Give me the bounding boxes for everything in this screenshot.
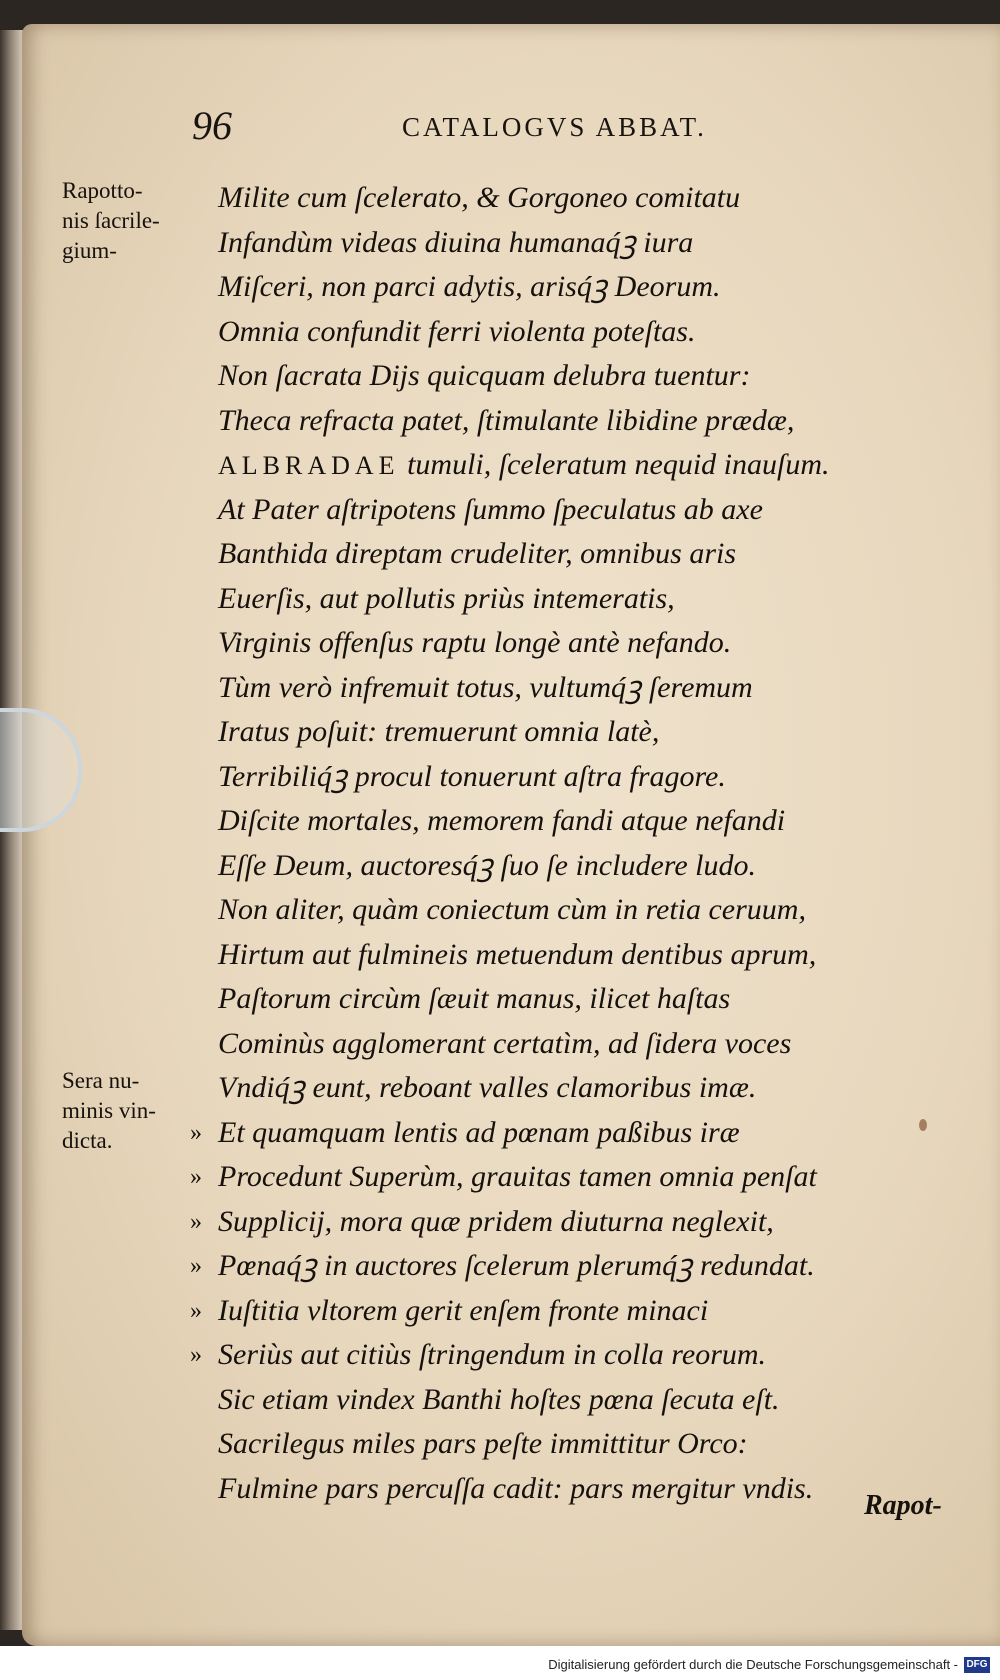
sidenote-line: minis vin- — [62, 1098, 156, 1123]
verse-line: Sacrilegus miles pars peſte immittitur Orco: — [218, 1427, 748, 1460]
verse-line: Iratus poſuit: tremuerunt omnia latè, — [218, 715, 660, 748]
verse-line: Non ſacrata Dijs quicquam delubra tuentur: — [218, 359, 751, 392]
dfg-logo: DFG — [964, 1657, 990, 1673]
verse-line-quoted — [190, 1333, 978, 1378]
verse-line: Diſcite mortales, memorem fandi atque nefandi — [218, 804, 786, 837]
verse-line-text: tumuli, ſceleratum nequid inauſum. — [407, 448, 830, 481]
verse-line: Hirtum aut fulmineis metuendum dentibus aprum, — [218, 937, 817, 971]
sidenote-line: Rapotto- — [62, 178, 143, 203]
verse-line-text: Seriùs aut citiùs ſtringendum in colla reorum. — [218, 1338, 767, 1371]
verse-line: Euerſis, aut pollutis priùs intemeratis, — [218, 581, 675, 615]
verse-line: Milite cum ſcelerato, & Gorgoneo comitatu — [218, 181, 741, 214]
verse-line: Fulmine pars percuſſa cadit: pars mergitur vndis. — [218, 1471, 814, 1505]
verse-line-quoted — [190, 1244, 978, 1289]
sidenote-sera-numinis — [62, 1066, 156, 1156]
albradae-word: ALBRADAE — [218, 451, 400, 480]
verse-line-text: Et quamquam lentis ad pœnam paßibus iræ — [218, 1115, 740, 1149]
verse-line-text: Procedunt Superùm, grauitas tamen omnia penſat — [218, 1160, 817, 1193]
verse-line: Eſſe Deum, auctoresq́ꝫ ſuo ſe includere ludo. — [218, 848, 756, 882]
verse-line: Vndiq́ꝫ eunt, reboant valles clamoribus imæ. — [218, 1071, 757, 1104]
verse-line-text: Supplicij, mora quæ pridem diuturna neglexit, — [218, 1204, 774, 1238]
verse-line: Cominùs agglomerant certatìm, ad ſidera voces — [218, 1026, 792, 1060]
sidenote-line: gium- — [62, 238, 117, 263]
verse-line: Miſceri, non parci adytis, arisq́ꝫ Deorum. — [218, 270, 721, 303]
verse-line: Terribiliq́ꝫ procul tonuerunt aſtra fragore. — [218, 759, 726, 793]
verse-line: Virginis offenſus raptu longè antè nefando. — [218, 626, 732, 659]
verse-line: Infandùm videas diuina humanaq́ꝫ iura — [218, 225, 694, 259]
verse-block — [190, 176, 978, 1511]
verse-line: Sic etiam vindex Banthi hoſtes pœna ſecuta eſt. — [218, 1382, 780, 1416]
verse-line-text: Pœnaq́ꝫ in auctores ſcelerum plerumq́ꝫ redundat. — [218, 1249, 815, 1282]
verse-line-albradae — [218, 443, 978, 488]
verse-line-quoted — [190, 1155, 978, 1200]
footer-bar — [0, 1646, 1000, 1680]
verse-line: Banthida direptam crudeliter, omnibus aris — [218, 537, 737, 570]
quote-mark: » — [190, 1208, 202, 1235]
verse-line: Tùm verò infremuit totus, vultumq́ꝫ ſeremum — [218, 670, 753, 704]
quote-mark: » — [190, 1297, 202, 1324]
verse-line-text: Iuſtitia vltorem gerit enſem fronte minaci — [218, 1293, 709, 1327]
verse-line: At Pater aſtripotens ſummo ſpeculatus ab axe — [218, 492, 763, 526]
quote-mark: » — [190, 1119, 202, 1146]
sidenote-line: dicta. — [62, 1128, 113, 1153]
verse-line-quoted — [190, 1200, 978, 1245]
verse-line: Non aliter, quàm coniectum cùm in retia ceruum, — [218, 893, 806, 926]
running-head — [192, 102, 812, 152]
quote-mark: » — [190, 1253, 202, 1279]
verse-line-quoted — [190, 1111, 978, 1156]
book-page — [22, 24, 1000, 1646]
verse-line: Omnia confundit ferri violenta poteſtas. — [218, 314, 696, 348]
quote-mark: » — [190, 1164, 202, 1190]
verse-line: Paſtorum circùm ſæuit manus, ilicet haſtas — [218, 982, 731, 1015]
sidenote-line: nis ſacrile- — [62, 208, 160, 233]
footer-credit: Digitalisierung gefördert durch die Deutsche Forschungsgemeinschaft - — [548, 1657, 958, 1672]
quote-mark: » — [190, 1342, 202, 1368]
catchword: Rapot- — [864, 1490, 942, 1521]
page-number: 96 — [192, 103, 232, 148]
running-head-title: CATALOGVS ABBAT. — [402, 112, 707, 142]
paper-stain — [919, 1119, 927, 1131]
sidenote-line: Sera nu- — [62, 1068, 140, 1093]
sidenote-rapottonis — [62, 176, 160, 266]
verse-line-quoted — [190, 1289, 978, 1334]
verse-line: Theca refracta patet, ſtimulante libidine prædæ, — [218, 403, 795, 437]
